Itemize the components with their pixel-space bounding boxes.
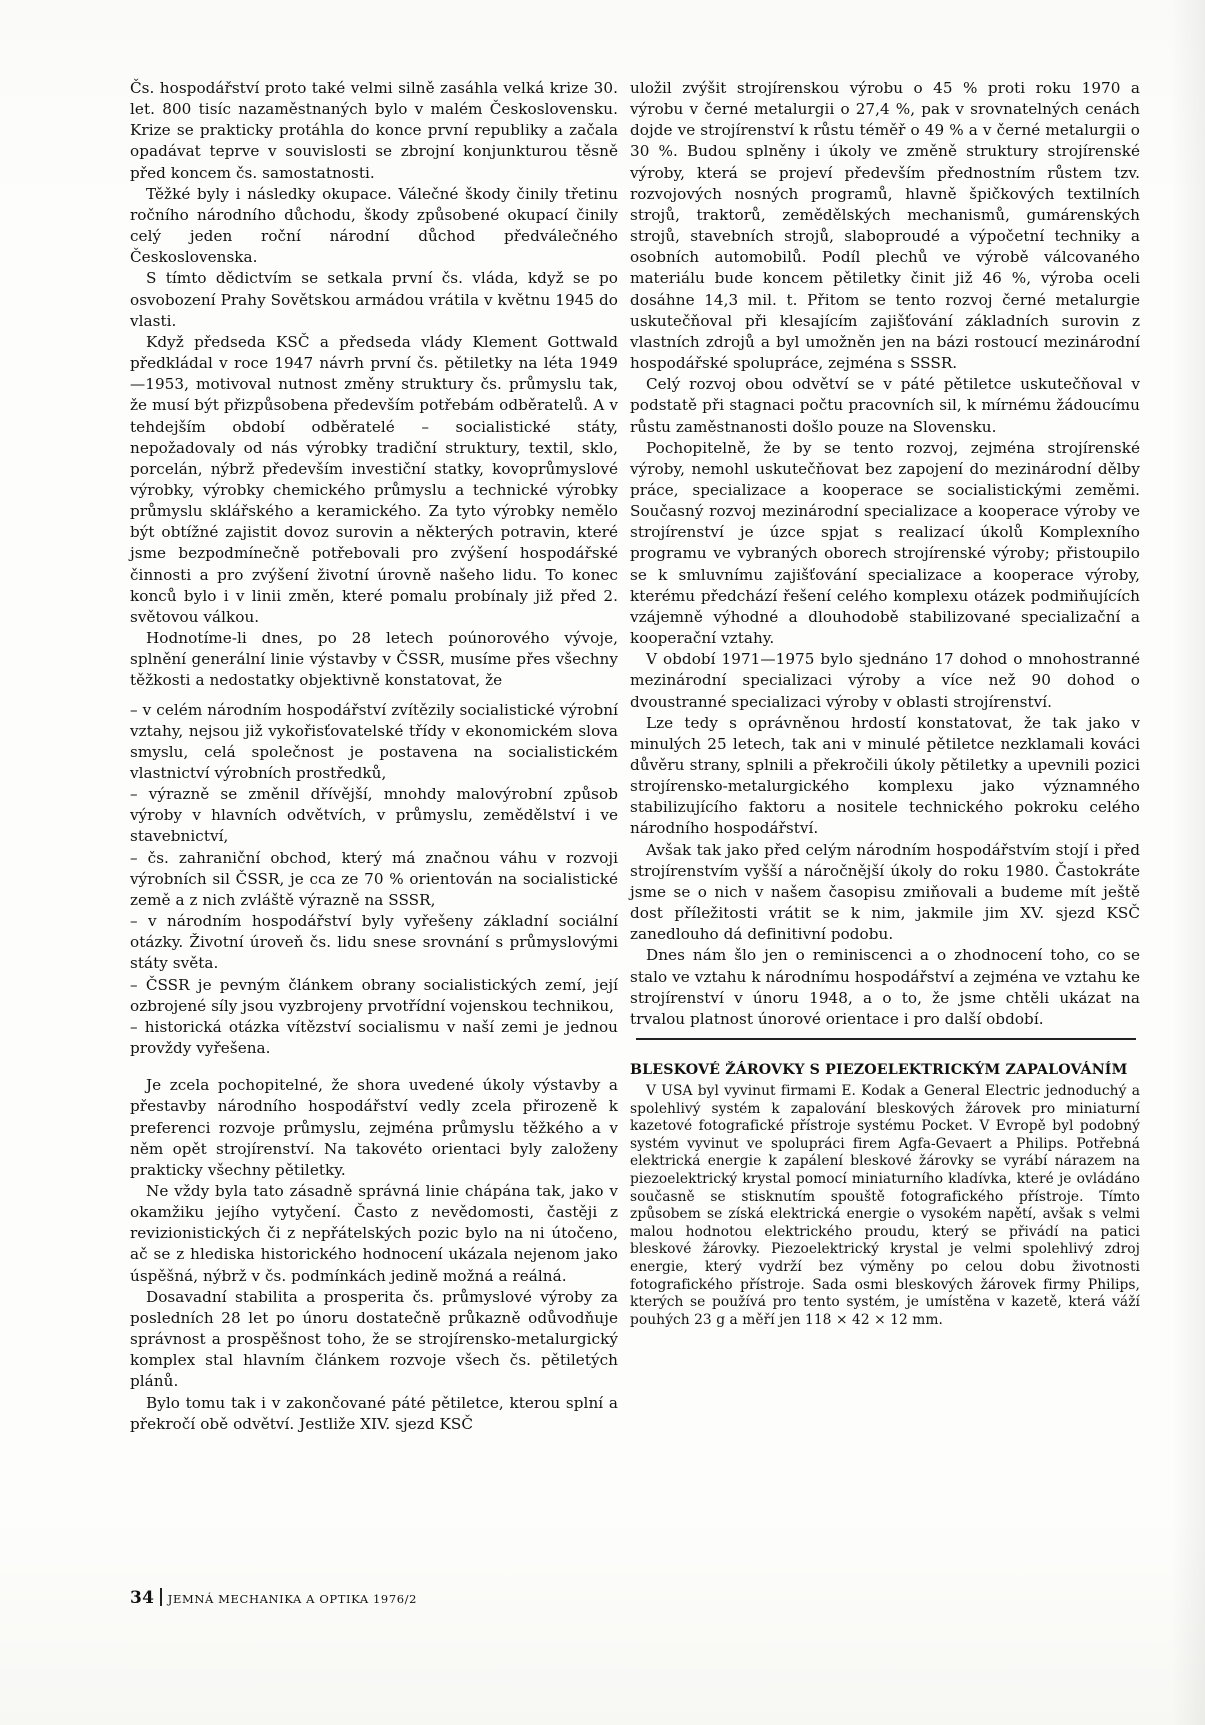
- paragraph: Když předseda KSČ a předseda vlády Klement Gottwald předkládal v roce 1947 návrh první čs. pětiletky na léta 1949—1953, motivoval nutnost změny struktury čs. průmyslu tak, že musí být přizpůsobena především potřebám odběratelů. A v tehdejším období odběratelé – socialistické státy, nepožadovaly od nás výrobky tradiční struktury, textil, sklo, porcelán, nýbrž především investiční statky, kovoprůmyslové výrobky, výrobky chemického průmyslu a technické výrobky průmyslu sklářského a keramického. Za tyto výrobky nemělo být obtížné zajistit dovoz surovin a některých potravin, které jsme bezpodmínečně potřebovali pro zvýšení hospodářské činnosti a pro zvýšení životní úrovně našeho lidu. To konec konců bylo i v linii změn, které pomalu probínaly již před 2. světovou válkou.: [130, 332, 618, 626]
- paragraph: Těžké byly i následky okupace. Válečné škody činily třetinu ročního národního důchodu, škody způsobené okupací činily celý jeden roční národní důchod předválečného Československa.: [130, 184, 618, 267]
- left-column: [130, 78, 618, 1435]
- news-note: [630, 1062, 1140, 1329]
- paragraph: Ne vždy byla tato zásadně správná linie chápána tak, jako v okamžiku jejího vytyčení. Často z nevědomosti, častěji z revizionistických či z nepřátelských pozic bylo na ni útočeno, ač se z hlediska historického hodnocení ukázala nejenom jako úspěšná, nýbrž v čs. podmínkách jedině možná a reálná.: [130, 1181, 618, 1285]
- paragraph: Dnes nám šlo jen o reminiscenci a o zhodnocení toho, co se stalo ve vztahu k národnímu hospodářství a zejména ve vztahu ke strojírenství v únoru 1948, a o to, že jsme chtěli ukázat na trvalou platnost únorové orientace i pro další období.: [630, 946, 1140, 1028]
- list-item: – v celém národním hospodářství zvítězily socialistické výrobní vztahy, nejsou již vykořisťovatelské třídy v ekonomickém slova smyslu, celá společnost je postavena na socialistickém vlastnictví výrobních prostředků,: [130, 700, 618, 782]
- spacer: [130, 1059, 618, 1075]
- note-text: V USA byl vyvinut firmami E. Kodak a General Electric jednoduchý a spolehlivý systém k zapalování bleskových žárovek pro miniaturní kazetové fotografické přístroje systému Pocket. V Evropě byl podobný systém vyvinut ve spolupráci firem Agfa-Gevaert a Philips. Potřebná elektrická energie k zapálení bleskové žárovky se vyrábí nárazem na piezoelektrický krystal pomocí miniaturního kladívka, které je ovládáno současně se stisknutím spouště fotografického přístroje. Tímto způsobem se získá elektrická energie o vysokém napětí, avšak s velmi malou hodnotou elektrického proudu, který se přivádí na patici bleskové žárovky. Piezoelektrický krystal je velmi spolehlivý zdroj energie, který vydrží bez výměny po celou dobu životnosti fotografického přístroje. Sada osmi bleskových žárovek firmy Philips, kterých se používá pro tento systém, je umístěna v kazetě, která váží pouhých 23 g a měří jen 118 × 42 × 12 mm.: [630, 1083, 1140, 1328]
- publication-name: JEMNÁ MECHANIKA A OPTIKA 1976/2: [167, 1592, 418, 1606]
- page-edge-shadow: [1171, 0, 1205, 1725]
- spacer: [130, 692, 618, 700]
- paragraph: Čs. hospodářství proto také velmi silně zasáhla velká krize 30. let. 800 tisíc nazaměstnaných bylo v malém Československu. Krize se prakticky protáhla do konce první republiky a začala opadávat teprve v souvislosti se zbrojní konjunkturou těsně před koncem čs. samostatnosti.: [130, 79, 618, 182]
- paragraph: Je zcela pochopitelné, že shora uvedené úkoly výstavby a přestavby národního hospodářství vedly zcela přirozeně k preferenci rozvoje průmyslu, zejména průmyslu těžkého a v něm opět strojírenství. Na takovéto orientaci byly založeny prakticky všechny pětiletky.: [130, 1076, 618, 1179]
- paragraph: Avšak tak jako před celým národním hospodářstvím stojí i před strojírenstvím vyšší a náročnější úkoly do roku 1980. Častokráte jsme se o nich v našem časopisu zmiňovali a budeme mít ještě dost příležitosti vrátit se k nim, jakmile jim XV. sjezd KSČ zanedlouho dá definitivní podobu.: [630, 840, 1140, 944]
- paragraph: Pochopitelně, že by se tento rozvoj, zejména strojírenské výroby, nemohl uskutečňovat bez zapojení do mezinárodní dělby práce, specializace a kooperace se socialistickými zeměmi. Současný rozvoj mezinárodní specializace a kooperace výroby ve strojírenství je úzce spjat s realizací úkolů Komplexního programu ve vybraných oborech strojírenské výroby; přistoupilo se k smluvnímu zajišťování specializace a kooperace výroby, kterému předchází řešení celého komplexu otázek podmiňujících vzájemně výhodné a dlouhodobě stabilizované specializační a kooperační vztahy.: [630, 438, 1140, 648]
- page-footer: [130, 1588, 417, 1608]
- paragraph: Dosavadní stabilita a prosperita čs. průmyslové výroby za posledních 28 let po únoru dostatečně průkazně odůvodňuje správnost a prospěšnost toho, že se strojírensko-metalurgický komplex stal hlavním článkem rozvoje všech čs. pětiletých plánů.: [130, 1287, 618, 1391]
- list-item: – výrazně se změnil dřívější, mnohdy malovýrobní způsob výroby v hlavních odvětvích, v průmyslu, zemědělství i ve stavebnictví,: [130, 785, 618, 846]
- paragraph: uložil zvýšit strojírenskou výrobu o 45 % proti roku 1970 a výrobu v černé metalurgii o 27,4 %, pak v srovnatelných cenách dojde ve strojírenství k růstu téměř o 49 % a v černé metalurgii o 30 %. Budou splněny i úkoly ve změně struktury strojírenské výroby, která se projeví především přednostním růstem tzv. rozvojových nosných programů, hlavně špičkových textilních strojů, traktorů, zemědělských mechanismů, gumárenských strojů, stavebních strojů, slaboproudé a výpočetní techniky a osobních automobilů. Podíl plechů ve výrobě válcovaného materiálu bude koncem pětiletky činit již 46 %, výroba oceli dosáhne 14,3 mil. t. Přitom se tento rozvoj černé metalurgie uskutečňoval při klesajícím zajišťování základních surovin z vlastních zdrojů a byl umožněn jen na bázi rostoucí mezinárodní hospodářské spolupráce, zejména s SSSR.: [630, 79, 1140, 373]
- right-column: [630, 78, 1140, 1329]
- paragraph: V období 1971—1975 bylo sjednáno 17 dohod o mnohostranné mezinárodní specializaci výroby a více než 90 dohod o dvoustranné specializaci výroby v oblasti strojírenství.: [630, 650, 1140, 711]
- list-item: – čs. zahraniční obchod, který má značnou váhu v rozvoji výrobních sil ČSSR, je cca ze 70 % orientován na socialistické země a z nich zvláště výrazně na SSSR,: [130, 848, 618, 909]
- page-number: 34: [130, 1588, 155, 1608]
- paragraph: S tímto dědictvím se setkala první čs. vláda, když se po osvobození Prahy Sovětskou armádou vrátila v květnu 1945 do vlasti.: [130, 269, 618, 330]
- footer-separator: [160, 1588, 162, 1606]
- note-headline: BLESKOVÉ ŽÁROVKY S PIEZOELEKTRICKÝM ZAPALOVÁNÍM: [630, 1062, 1128, 1079]
- list-item: – historická otázka vítězství socialismu v naší zemi je jednou provždy vyřešena.: [130, 1017, 618, 1058]
- paragraph: Lze tedy s oprávněnou hrdostí konstatovat, že tak jako v minulých 25 letech, tak ani v minulé pětiletce nezklamali kováci důvěru strany, splnili a překročili úkoly pětiletky a upevnili pozici strojírensko-metalurgického komplexu jako významného stabilizujícího faktoru a nositele technického pokroku celého národního hospodářství.: [630, 713, 1140, 838]
- paragraph: Celý rozvoj obou odvětví se v páté pětiletce uskutečňoval v podstatě při stagnaci počtu pracovních sil, k mírnému žádoucímu růstu zaměstnanosti došlo pouze na Slovensku.: [630, 375, 1140, 436]
- list-item: – v národním hospodářství byly vyřešeny základní sociální otázky. Životní úroveň čs. lidu snese srovnání s průmyslovými státy světa.: [130, 912, 618, 973]
- section-divider: [636, 1038, 1136, 1040]
- list-item: – ČSSR je pevným článkem obrany socialistických zemí, její ozbrojené síly jsou vyzbrojeny prvotřídní vojenskou technikou,: [130, 975, 618, 1015]
- paragraph: Hodnotíme-li dnes, po 28 letech poúnorového vývoje, splnění generální linie výstavby v ČSSR, musíme přes všechny těžkosti a nedostatky objektivně konstatovat, že: [130, 629, 618, 690]
- paragraph: Bylo tomu tak i v zakončované páté pětiletce, kterou splní a překročí obě odvětví. Jestliže XIV. sjezd KSČ: [130, 1393, 618, 1433]
